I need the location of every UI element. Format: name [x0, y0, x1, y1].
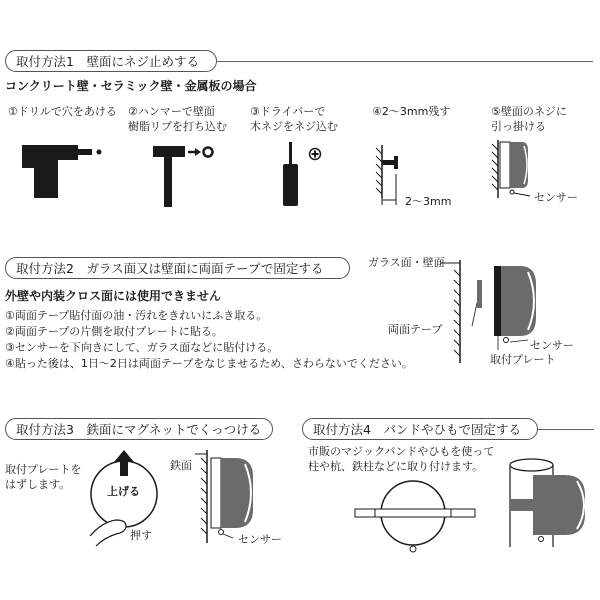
lift-label: 上げる [107, 485, 140, 498]
sensor-label-2: センサー [530, 339, 574, 352]
gap-label: 2～3mm [405, 195, 452, 208]
step3-label: ③ドライバーで [250, 105, 326, 118]
divider [538, 429, 594, 430]
drill-icon [20, 140, 110, 210]
sensor-label-3: センサー [238, 533, 282, 546]
band-front-diagram [355, 480, 475, 555]
plate-label: 取付プレート [490, 353, 556, 366]
method4-title: 取付方法4 バンドやひもで固定する [302, 418, 538, 440]
step5-label-2: 引っ掛ける [491, 120, 546, 133]
method3-note-2: はずします。 [5, 478, 71, 491]
method4-desc-2: 柱や杭、鉄柱などに取り付けます。 [308, 460, 484, 473]
pole-mount-diagram [505, 455, 595, 550]
hammer-icon [150, 140, 220, 210]
iron-label: 鉄面 [170, 459, 192, 472]
tape-label: 両面テープ [388, 323, 443, 336]
step2-label: ②ハンマーで壁面 [128, 105, 215, 118]
step3-label-2: 木ネジをネジ込む [250, 120, 338, 133]
divider [217, 61, 593, 62]
push-label: 押す [130, 529, 152, 542]
step2-label-2: 樹脂リブを打ち込む [128, 120, 227, 133]
method1-title: 取付方法1 壁面にネジ止めする [5, 50, 217, 72]
instruction-2: ②両面テープの片側を取付プレートに貼る。 [5, 325, 223, 338]
step1-label: ①ドリルで穴をあける [8, 105, 117, 118]
glass-wall-label: ガラス面・壁面 [368, 256, 445, 269]
instruction-4: ④貼った後は、1日～2日は両面テープをなじませるため、さわらないでください。 [5, 357, 413, 370]
method3-note-1: 取付プレートを [5, 463, 82, 476]
screwdriver-icon [275, 140, 335, 210]
method1-subtitle: コンクリート壁・セラミック壁・金属板の場合 [5, 79, 257, 93]
step4-label: ④2～3mm残す [372, 105, 451, 118]
sensor-label-1: センサー [534, 191, 578, 204]
method2-title: 取付方法2 ガラス面又は壁面に両面テープで固定する [5, 257, 350, 279]
instruction-1: ①両面テープ貼付面の油・汚れをきれいにふき取る。 [5, 309, 268, 322]
method3-title: 取付方法3 鉄面にマグネットでくっつける [5, 418, 273, 440]
step5-label: ⑤壁面のネジに [491, 105, 567, 118]
method2-warning: 外壁や内装クロス面には使用できません [5, 289, 222, 303]
tape-mount-diagram [440, 258, 550, 368]
instruction-3: ③センサーを下向きにして、ガラス面などに貼付ける。 [5, 341, 279, 354]
method4-desc-1: 市販のマジックバンドやひもを使って [308, 445, 495, 458]
